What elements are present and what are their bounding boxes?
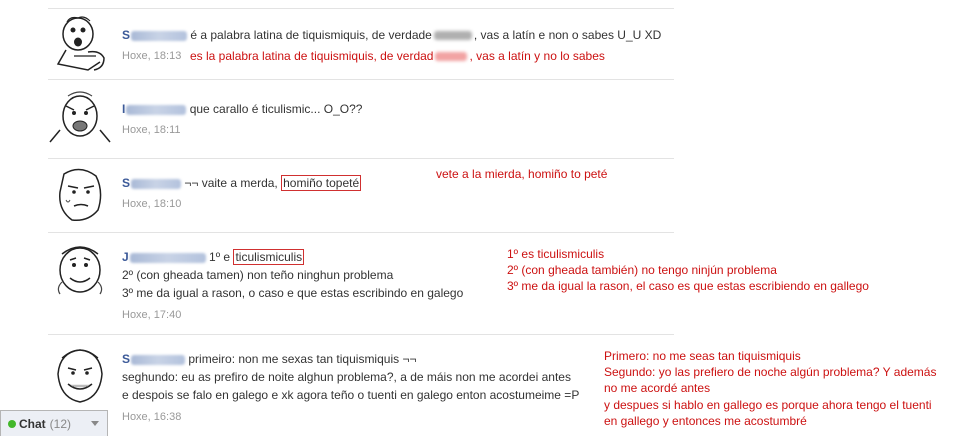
are-you-kidding-meme-icon[interactable] bbox=[48, 164, 112, 226]
comment-timestamp[interactable]: Hoxe, 17:40 bbox=[122, 309, 182, 321]
comment-timestamp[interactable]: Hoxe, 16:38 bbox=[122, 411, 182, 423]
comment-text-part: é a palabra latina de tiquismiquis, de verdade bbox=[190, 28, 432, 42]
comment-text-line: 2º (con gheada tamen) non teño ninghun problema bbox=[122, 268, 394, 282]
comment-text-part: 1º e bbox=[209, 250, 234, 264]
highlighted-word: ticulismiculis bbox=[235, 250, 303, 264]
comment-text bbox=[122, 248, 304, 266]
author-name[interactable] bbox=[122, 100, 186, 118]
sweet-jesus-meme-icon[interactable] bbox=[48, 238, 112, 300]
author-name-initial: S bbox=[122, 352, 131, 366]
comment-text bbox=[122, 350, 416, 368]
translation-line: 1º es ticulismiculis bbox=[507, 247, 605, 261]
comment-divider bbox=[48, 79, 674, 80]
comment-text-part: primeiro: non me sexas tan tiquismiquis ¬¬ bbox=[188, 352, 417, 366]
comment-text-part: , vas a latín e non o sabes U_U XD bbox=[473, 28, 662, 42]
translation-text: es la palabra latina de tiquismiquis, de verdad bbox=[190, 49, 434, 63]
comment-text-line: seghundo: eu as prefiro de noite alghun problema?, a de máis non me acordei antes bbox=[122, 370, 571, 384]
chevron-down-icon[interactable] bbox=[91, 421, 99, 426]
blurred-name bbox=[131, 179, 181, 189]
blurred-name bbox=[130, 253, 206, 263]
comment-divider bbox=[48, 232, 674, 233]
author-name-initial: I bbox=[122, 102, 126, 116]
translation-note: vete a la mierda, homiño to peté bbox=[436, 167, 608, 181]
online-status-icon bbox=[8, 420, 16, 428]
fuck-yea-meme-icon[interactable] bbox=[48, 344, 112, 406]
comment-text-line: e despois se falo en galego e xk agora teño o tuenti en galego enton acostumeime =P bbox=[122, 388, 580, 402]
comment-text bbox=[122, 100, 362, 118]
author-name[interactable] bbox=[122, 350, 185, 368]
comment-timestamp[interactable]: Hoxe, 18:11 bbox=[122, 124, 181, 136]
translation-line: 2º (con gheada también) no tengo ninjún problema bbox=[507, 263, 777, 277]
comment-divider bbox=[48, 8, 674, 9]
highlighted-word: homiño topeté bbox=[283, 176, 360, 190]
comment-divider bbox=[48, 334, 674, 335]
comment-divider bbox=[48, 158, 674, 159]
comment-text-part: ¬¬ vaite a merda, bbox=[184, 176, 282, 190]
translation-line: no me acordé antes bbox=[604, 381, 711, 395]
comment-text bbox=[122, 26, 661, 44]
blurred-word bbox=[435, 52, 467, 61]
chat-online-count: (12) bbox=[49, 416, 72, 431]
translation-text: , vas a latín y no lo sabes bbox=[469, 49, 605, 63]
cereal-guy-meme-icon[interactable] bbox=[48, 12, 112, 74]
author-name-initial: S bbox=[122, 28, 131, 42]
translation-line: 3º me da igual la rason, el caso es que estas escribiendo en gallego bbox=[507, 279, 869, 293]
translation-line: Segundo: yo las prefiero de noche algún problema? Y además bbox=[604, 365, 937, 379]
blurred-name bbox=[131, 355, 185, 365]
chat-bar-button[interactable] bbox=[0, 410, 108, 436]
author-name[interactable] bbox=[122, 174, 181, 192]
comment-timestamp[interactable]: Hoxe, 18:10 bbox=[122, 198, 182, 210]
author-name-initial: S bbox=[122, 176, 131, 190]
chat-label: Chat bbox=[19, 416, 46, 431]
blurred-word bbox=[434, 31, 472, 40]
author-name[interactable] bbox=[122, 26, 187, 44]
comment-text bbox=[122, 174, 361, 192]
blurred-name bbox=[126, 105, 186, 115]
translation-note bbox=[190, 48, 605, 64]
comment-text-part: que carallo é ticulismic... O_O?? bbox=[189, 102, 363, 116]
author-name-initial: J bbox=[122, 250, 129, 264]
author-name[interactable] bbox=[122, 248, 206, 266]
comment-text-line: 3º me da igual a rason, o caso e que estas escribindo en galego bbox=[122, 286, 464, 300]
translation-line: en gallego y entonces me acostumbré bbox=[604, 414, 807, 428]
blurred-name bbox=[131, 31, 187, 41]
comment-timestamp[interactable]: Hoxe, 18:13 bbox=[122, 50, 182, 62]
translation-line: y despues si hablo en gallego es porque ahora tengo el tuenti bbox=[604, 398, 932, 412]
translation-line: Primero: no me seas tan tiquismiquis bbox=[604, 349, 801, 363]
y-u-no-meme-icon[interactable] bbox=[48, 86, 112, 148]
